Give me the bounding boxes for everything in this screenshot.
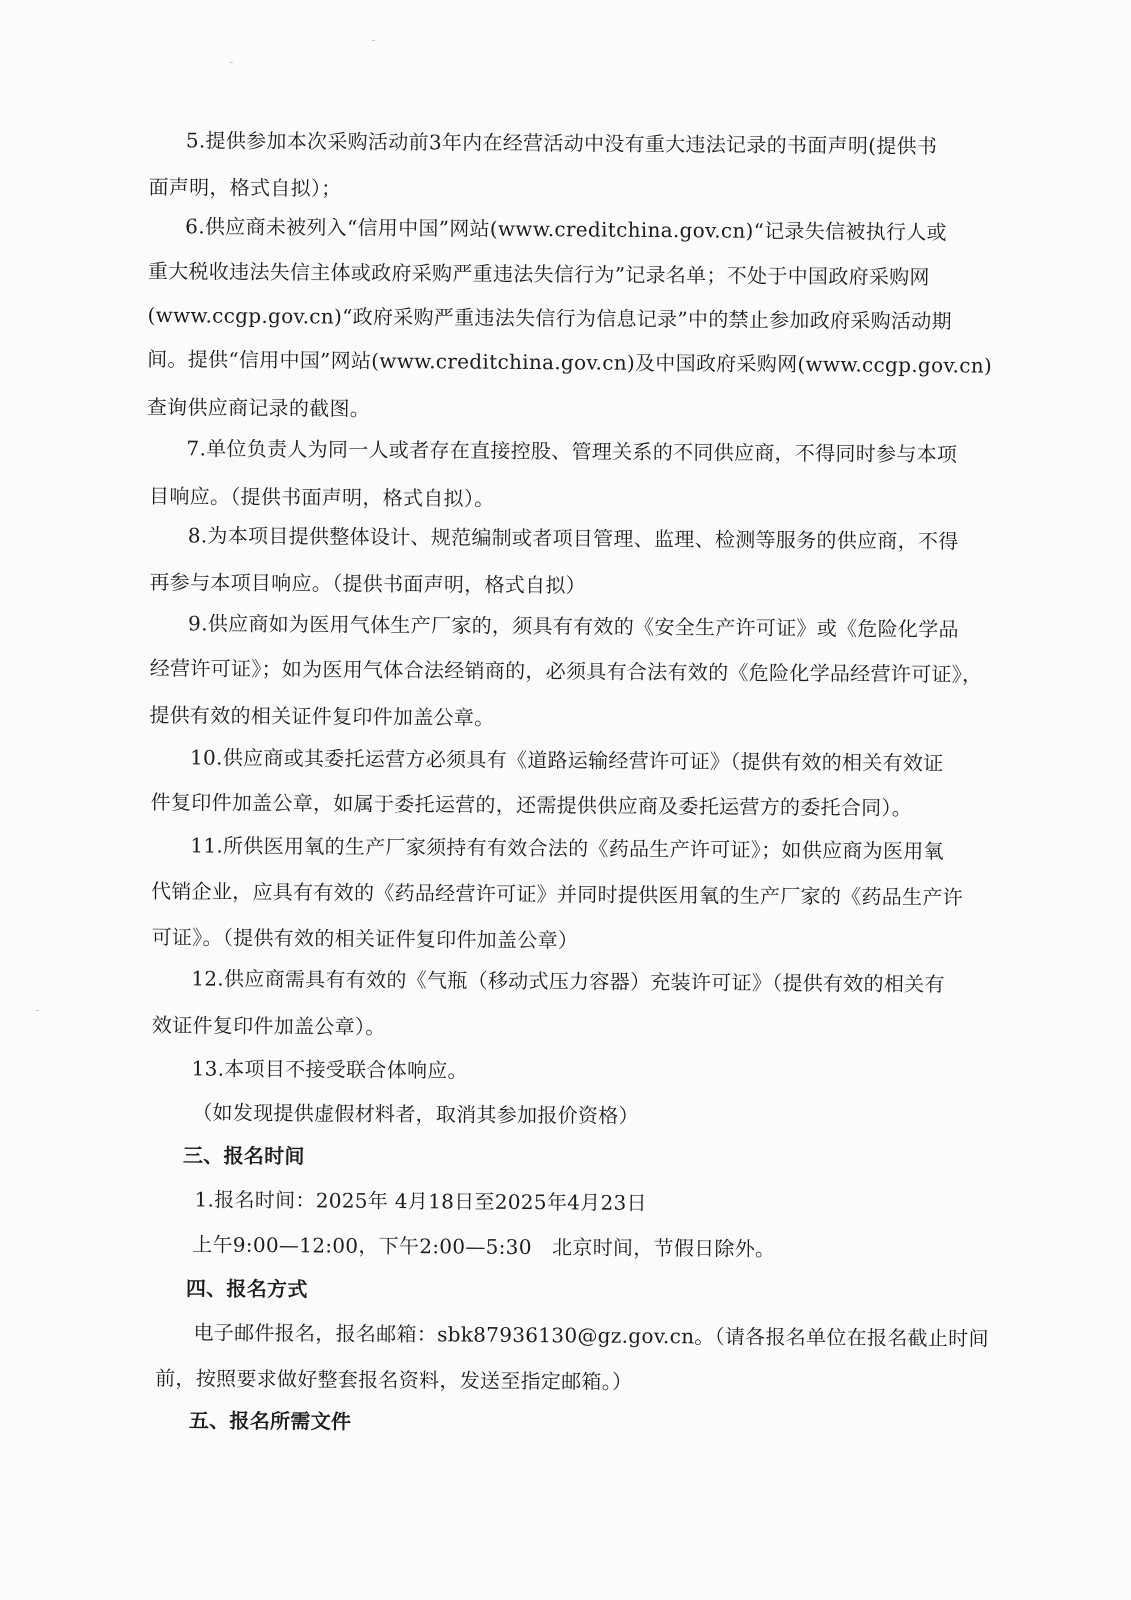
paragraph-line: 再参与本项目响应。（提供书面声明，格式自拟） bbox=[149, 570, 587, 598]
paragraph-line: 代销企业，应具有有效的《药品经营许可证》并同时提供医用氧的生产厂家的《药品生产许 bbox=[150, 879, 964, 910]
paragraph-line: 9.供应商如为医用气体生产厂家的，须具有有效的《安全生产许可证》或《危险化学品 bbox=[188, 611, 959, 642]
paragraph-line: 效证件复印件加盖公章）。 bbox=[151, 1013, 386, 1039]
paragraph-line: 7.单位负责人为同一人或者存在直接控股、管理关系的不同供应商，不得同时参与本项 bbox=[186, 436, 958, 467]
paragraph-line: 目响应。（提供书面声明，格式自拟）。 bbox=[149, 484, 495, 511]
paragraph-line: 查询供应商记录的截图。 bbox=[146, 394, 371, 421]
paragraph-line: 件复印件加盖公章，如属于委托运营的，还需提供供应商及委托运营方的委托合同）。 bbox=[150, 790, 913, 821]
paragraph-line: 5.提供参加本次采购活动前3年内在经营活动中没有重大违法记录的书面声明(提供书 bbox=[185, 128, 938, 159]
paragraph-line: 间。提供“信用中国”网站(www.creditchina.gov.cn)及中国政府采购网(www.ccgp.gov.cn) bbox=[147, 346, 993, 378]
paragraph-line: 11.所供医用氧的生产厂家须持有有效合法的《药品生产许可证》；如供应商为医用氧 bbox=[190, 833, 944, 864]
paragraph-line: 面声明，格式自拟）； bbox=[148, 174, 342, 201]
paragraph-line: 重大税收违法失信主体或政府采购严重违法失信行为”记录名单；不处于中国政府采购网 bbox=[147, 258, 930, 290]
paragraph-line: 经营许可证》；如为医用气体合法经销商的，必须具有合法有效的《危险化学品经营许可证》， bbox=[149, 656, 983, 687]
scan-speck bbox=[36, 1010, 39, 1011]
paragraph-line: 上午9:00—12:00，下午2:00—5:30 北京时间，节假日除外。 bbox=[192, 1232, 776, 1261]
section-heading: 三、报名时间 bbox=[182, 1143, 305, 1169]
paragraph-line: 13.本项目不接受联合体响应。 bbox=[191, 1056, 469, 1083]
paragraph-line: 可证》。（提供有效的相关证件复印件加盖公章） bbox=[151, 925, 579, 953]
scan-speck bbox=[372, 40, 375, 41]
section-heading: 五、报名所需文件 bbox=[188, 1408, 352, 1434]
paragraph-line: (www.ccgp.gov.cn)“政府采购严重违法失信行为信息记录”中的禁止参加政府采购活动期 bbox=[147, 302, 952, 334]
paragraph-line: 12.供应商需具有有效的《气瓶（移动式压力容器）充装许可证》（提供有效的相关有 bbox=[191, 966, 945, 997]
document-body bbox=[146, 0, 993, 1434]
paragraph-line: 10.供应商或其委托运营方必须具有《道路运输经营许可证》（提供有效的相关有效证 bbox=[189, 745, 944, 776]
scan-speck bbox=[230, 62, 233, 63]
paragraph-line: （如发现提供虚假材料者，取消其参加报价资格） bbox=[192, 1100, 639, 1128]
paragraph-line: 1.报名时间：2025年 4月18日至2025年4月23日 bbox=[194, 1187, 647, 1215]
paragraph-line: 电子邮件报名，报名邮箱：sbk87936130@gz.gov.cn。（请各报名单位在报名截止时间 bbox=[193, 1320, 989, 1351]
paragraph-line: 提供有效的相关证件复印件加盖公章。 bbox=[149, 703, 495, 730]
paragraph-line: 8.为本项目提供整体设计、规范编制或者项目管理、监理、检测等服务的供应商，不得 bbox=[187, 523, 959, 554]
section-heading: 四、报名方式 bbox=[185, 1276, 308, 1302]
paragraph-line: 前，按照要求做好整套报名资料，发送至指定邮箱。） bbox=[155, 1366, 633, 1394]
paragraph-line: 6.供应商未被列入“信用中国”网站(www.creditchina.gov.cn)“记录失信被执行人或 bbox=[185, 214, 947, 245]
